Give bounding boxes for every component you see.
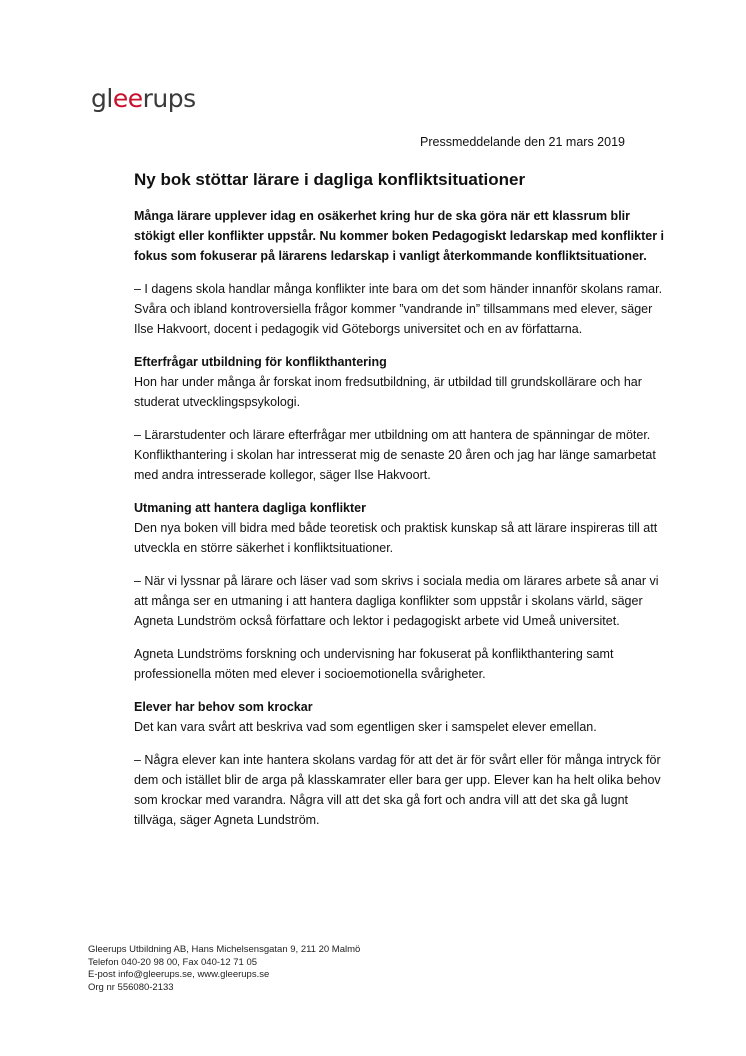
section-heading-3: Elever har behov som krockar xyxy=(134,700,313,714)
quote-paragraph-1: – I dagens skola handlar många konflikter inte bara om det som händer innanför skolans ramar. Svåra och ibland kontroversiella frågor kommer ”vandrande in” tillsammans med elever, säger Ilse Hakvoort, docent i pedagogik vid Göteborgs universitet och en av författarna. xyxy=(134,282,663,336)
section-heading-2: Utmaning att hantera dagliga konflikter xyxy=(134,501,366,515)
footer-contact xyxy=(88,944,360,994)
page-title: Ny bok stöttar lärare i dagliga konfliktsituationer xyxy=(134,170,526,189)
section-1-quote: – Lärarstudenter och lärare efterfrågar mer utbildning om att hantera de spänningar de möter. Konflikthantering i skolan har intresserat mig de senaste 20 åren och jag har länge samarbetat med andra intresserade kollegor, säger Ilse Hakvoort. xyxy=(134,428,656,482)
section-2-body: Den nya boken vill bidra med både teoretisk och praktisk kunskap så att lärare inspireras till att utveckla en större säkerhet i konfliktsituationer. xyxy=(134,521,658,555)
section-3-body: Det kan vara svårt att beskriva vad som egentligen sker i samspelet elever emellan. xyxy=(134,720,597,734)
section-3-quote: – Några elever kan inte hantera skolans vardag för att det är för svårt eller för många intryck för dem och istället blir de arga på klasskamrater eller bara ger upp. Elever kan ha helt olika behov som krockar med varandra. Några vill att det ska gå fort och andra vill att det ska gå lugnt tillväga, säger Agneta Lundström. xyxy=(134,753,661,827)
section-1-body: Hon har under många år forskat inom fredsutbildning, är utbildad till grundskollärare och har studerat utvecklingspsykologi. xyxy=(134,375,642,409)
logo-suffix: rups xyxy=(142,84,196,113)
section-2-extra: Agneta Lundströms forskning och undervisning har fokuserat på konflikthantering samt professionella möten med elever i socioemotionella svårigheter. xyxy=(134,647,614,681)
gleerups-logo xyxy=(91,84,196,114)
article-body xyxy=(134,206,664,843)
footer-address: Gleerups Utbildning AB, Hans Michelsensgatan 9, 211 20 Malmö xyxy=(88,944,361,955)
section-2-quote: – När vi lyssnar på lärare och läser vad som skrivs i sociala media om lärares arbete så anar vi att många ser en utmaning i att hantera dagliga konflikter som uppstår i skolans värld, säger Agneta Lundström också författare och lektor i pedagogiskt arbete vid Umeå universitet. xyxy=(134,574,659,628)
lead-paragraph: Många lärare upplever idag en osäkerhet kring hur de ska göra när ett klassrum blir stökigt eller konflikter uppstår. Nu kommer boken Pedagogiskt ledarskap med konflikter i fokus som fokuserar på lärarens ledarskap i vanligt återkommande konfliktsituationer. xyxy=(134,209,665,263)
footer-phone: Telefon 040-20 98 00, Fax 040-12 71 05 xyxy=(88,956,258,968)
logo-prefix: gl xyxy=(91,84,113,113)
footer-org-number: Org nr 556080-2133 xyxy=(88,981,174,993)
section-heading-1: Efterfrågar utbildning för konflikthantering xyxy=(134,355,387,369)
footer-email: E-post info@gleerups.se, www.gleerups.se xyxy=(88,969,270,980)
logo-accent: ee xyxy=(112,84,143,113)
press-release-date: Pressmeddelande den 21 mars 2019 xyxy=(420,135,625,149)
